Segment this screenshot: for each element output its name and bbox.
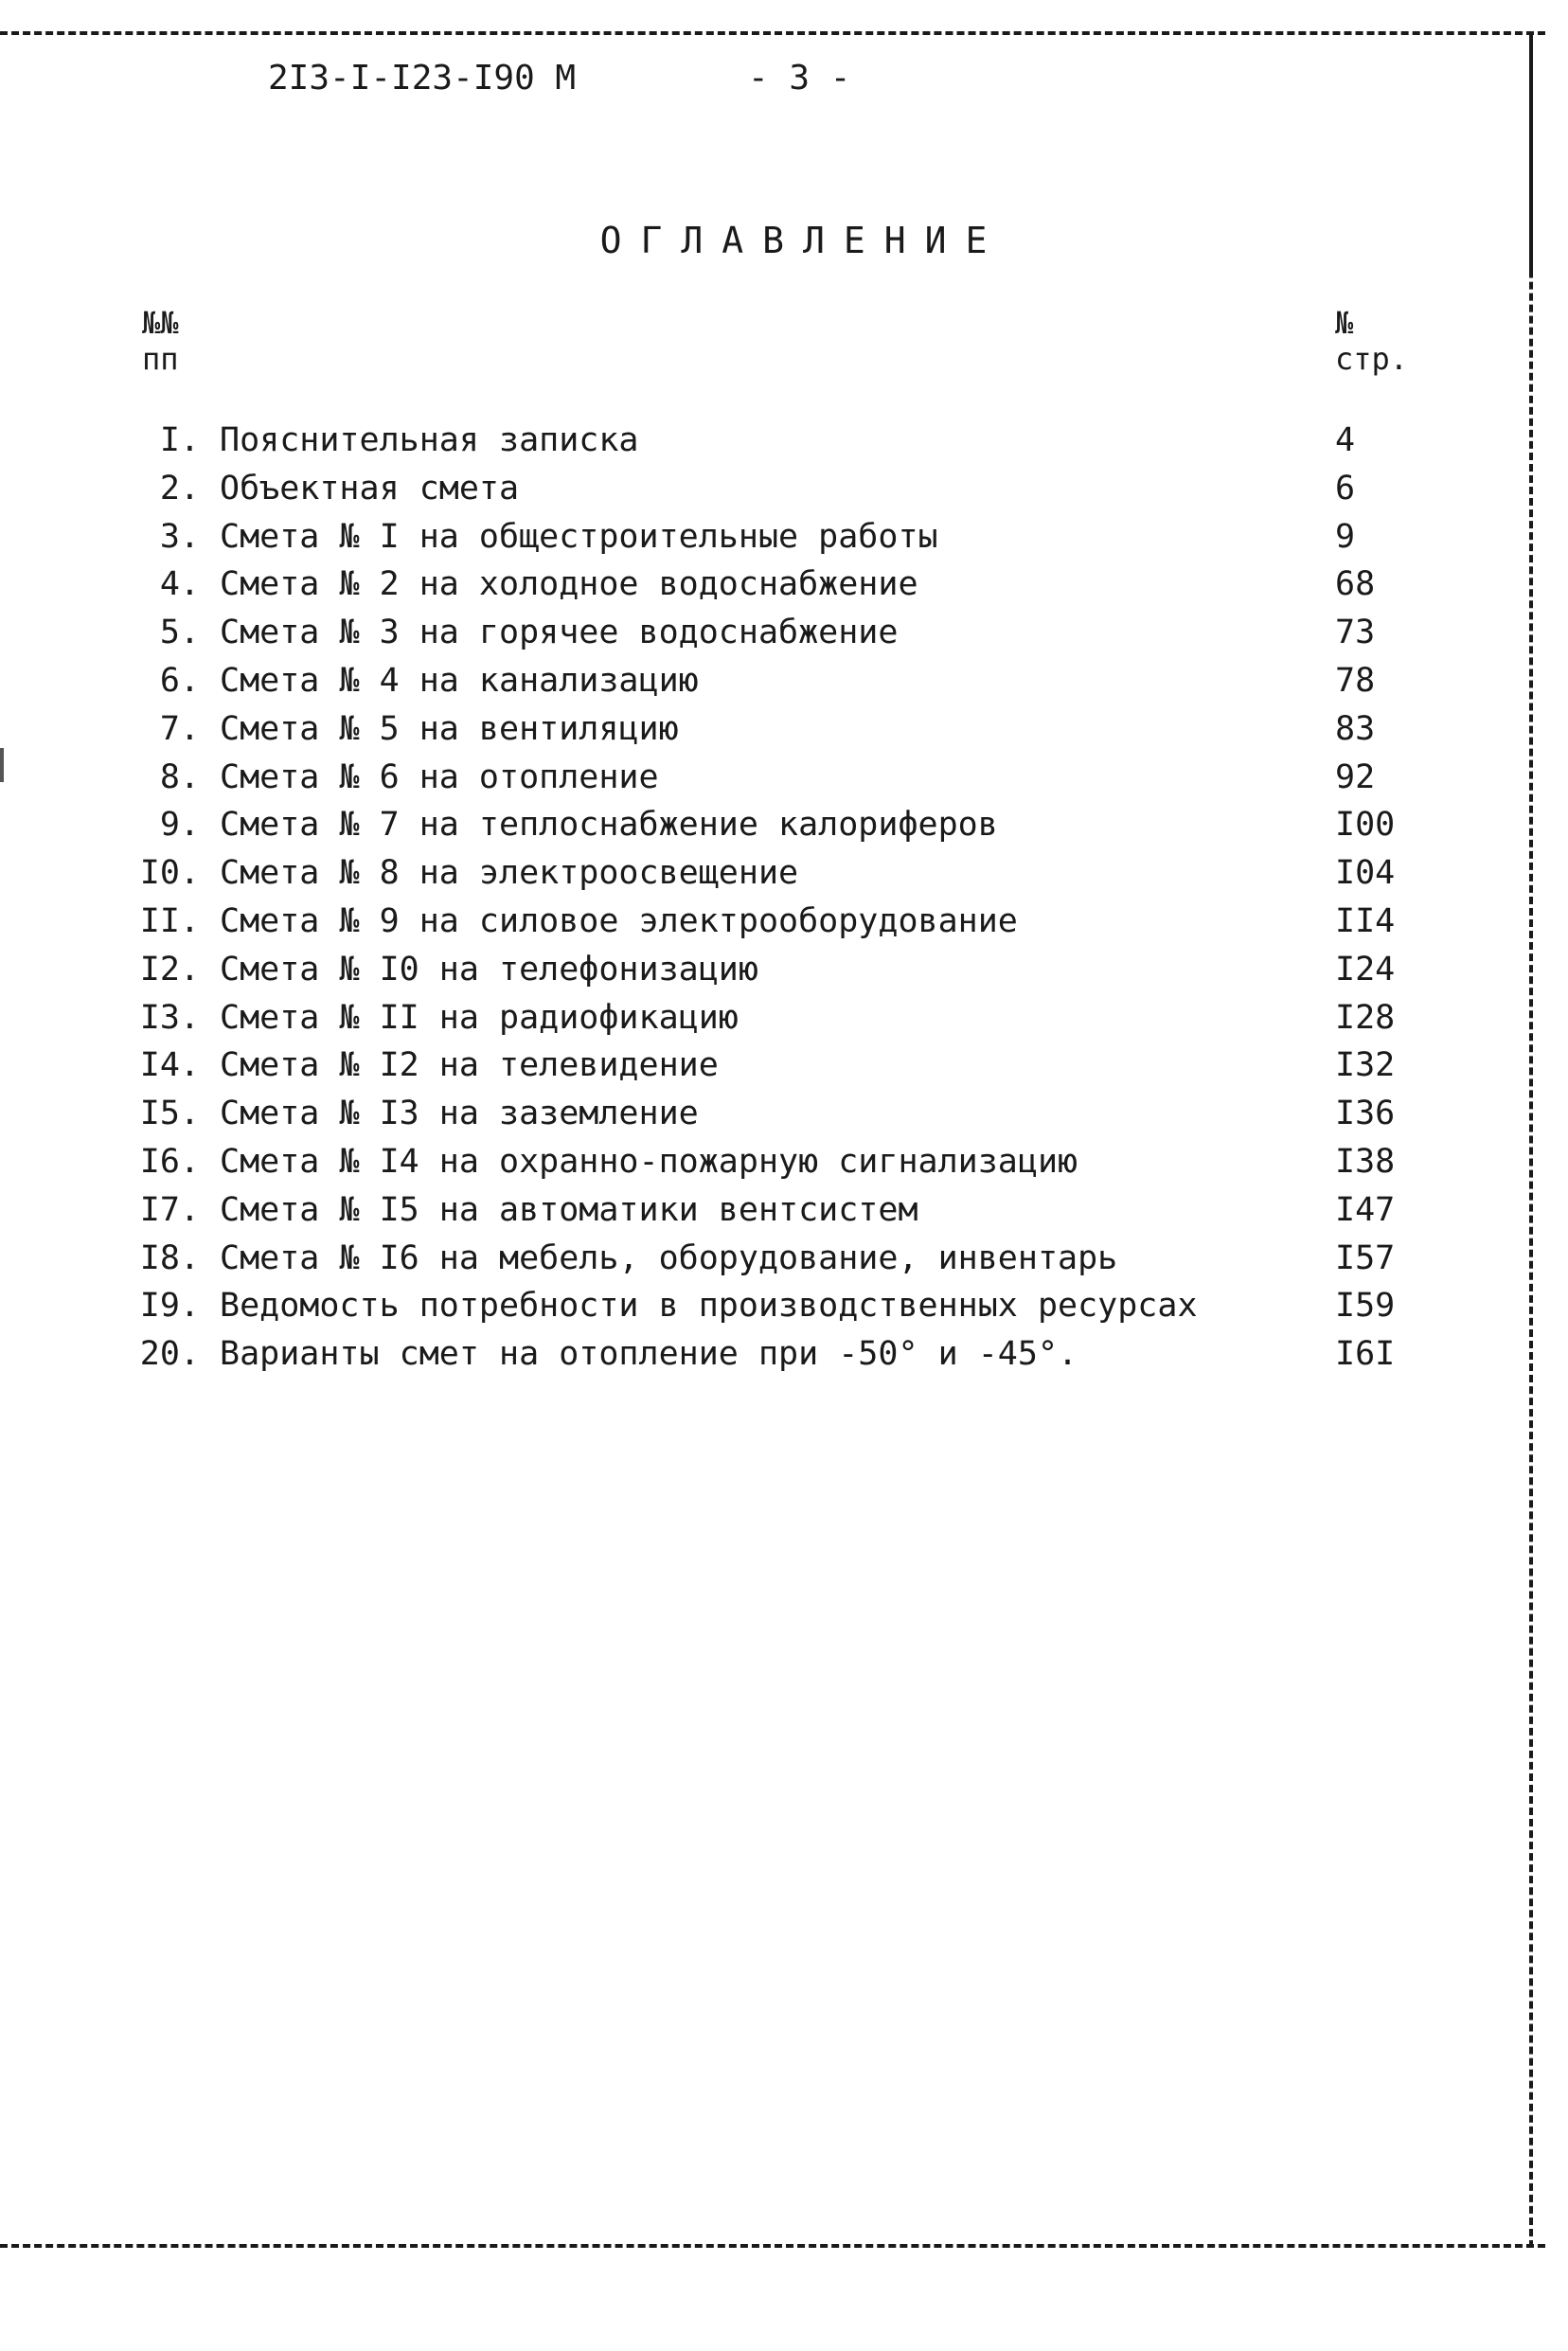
toc-entry xyxy=(0,946,1568,994)
toc-entry-title: Смета № I6 на мебель, оборудование, инвентарь xyxy=(220,1238,1118,1277)
column-header-number-line2: пп xyxy=(142,341,179,377)
toc-entry xyxy=(0,994,1568,1042)
toc-entry xyxy=(0,801,1568,849)
toc-entry-number: II. xyxy=(139,901,200,940)
column-header-page-line2: стр. xyxy=(1335,341,1409,377)
toc-entry-page: I57 xyxy=(1335,1238,1396,1277)
toc-entry-number: I9. xyxy=(139,1287,200,1326)
toc-entry-title: Смета № 6 на отопление xyxy=(220,757,659,796)
toc-entry-page: 68 xyxy=(1335,565,1376,604)
toc-entry-title: Смета № 9 на силовое электрооборудование xyxy=(220,901,1018,940)
toc-entry-number: 7. xyxy=(159,709,200,748)
toc-entry-title: Смета № 5 на вентиляцию xyxy=(220,709,679,748)
toc-entry xyxy=(0,705,1568,754)
toc-entry-number: I8. xyxy=(139,1238,200,1277)
column-header-page-line1: № xyxy=(1335,305,1354,341)
toc-entry xyxy=(0,754,1568,802)
toc-entry xyxy=(0,417,1568,465)
toc-entry-page: 6 xyxy=(1335,469,1356,508)
toc-entry xyxy=(0,1235,1568,1283)
column-header-number-line1: №№ xyxy=(142,305,179,341)
column-header-number xyxy=(142,305,179,377)
toc-entry xyxy=(0,1186,1568,1235)
toc-entry xyxy=(0,898,1568,946)
toc-entry-number: 8. xyxy=(159,757,200,796)
toc-entry xyxy=(0,849,1568,898)
toc-entry-title: Смета № I2 на телевидение xyxy=(220,1046,719,1085)
toc-entry-number: I. xyxy=(159,421,200,459)
toc-entry-page: 78 xyxy=(1335,661,1376,700)
toc-entry-number: I5. xyxy=(139,1095,200,1133)
toc-entry xyxy=(0,561,1568,609)
toc-entry-title: Смета № I на общестроительные работы xyxy=(220,517,938,556)
toc-entry-page: I6I xyxy=(1335,1335,1396,1374)
toc-entry-number: 20. xyxy=(139,1335,200,1374)
toc-entry xyxy=(0,1042,1568,1090)
toc-entry-page: 9 xyxy=(1335,517,1356,556)
toc-entry-number: 2. xyxy=(159,469,200,508)
toc-entry-number: 4. xyxy=(159,565,200,604)
toc-entry-page: 92 xyxy=(1335,757,1376,796)
column-header-page xyxy=(1335,305,1408,377)
toc-entry-page: I28 xyxy=(1335,998,1396,1037)
toc-entry-page: I36 xyxy=(1335,1095,1396,1133)
frame-bottom-border xyxy=(0,2244,1545,2248)
toc-entry xyxy=(0,465,1568,513)
toc-entry-page: I04 xyxy=(1335,854,1396,893)
toc-entry-page: II4 xyxy=(1335,901,1396,940)
toc-entry xyxy=(0,513,1568,561)
toc-entry-number: 3. xyxy=(159,517,200,556)
toc-entry-page: 73 xyxy=(1335,614,1376,652)
toc-entry-page: I32 xyxy=(1335,1046,1396,1085)
page-title: ОГЛАВЛЕНИЕ xyxy=(599,220,1007,261)
toc-entry-page: I38 xyxy=(1335,1142,1396,1181)
toc-entry-title: Смета № I0 на телефонизацию xyxy=(220,950,758,988)
page-number: - 3 - xyxy=(748,59,851,98)
toc-entry xyxy=(0,1138,1568,1186)
toc-entry-number: I2. xyxy=(139,950,200,988)
toc-entry xyxy=(0,609,1568,657)
toc-entry-number: 5. xyxy=(159,614,200,652)
toc-entry-title: Смета № II на радиофикацию xyxy=(220,998,739,1037)
toc-entry-title: Смета № 8 на электроосвещение xyxy=(220,854,799,893)
toc-entry-title: Варианты смет на отопление при -50° и -45°. xyxy=(220,1335,1078,1374)
toc-entry xyxy=(0,1282,1568,1330)
toc-entry-number: I7. xyxy=(139,1190,200,1229)
toc-entry-number: I6. xyxy=(139,1142,200,1181)
toc-entry-number: I4. xyxy=(139,1046,200,1085)
toc-entry-title: Смета № 4 на канализацию xyxy=(220,661,699,700)
toc-entry-page: I47 xyxy=(1335,1190,1396,1229)
toc-entry-page: I59 xyxy=(1335,1287,1396,1326)
toc-entry-title: Смета № 3 на горячее водоснабжение xyxy=(220,614,899,652)
toc-entry-number: 6. xyxy=(159,661,200,700)
toc-entry-page: I24 xyxy=(1335,950,1396,988)
document-code: 2I3-I-I23-I90 М xyxy=(268,59,577,98)
toc-entry xyxy=(0,1330,1568,1379)
toc-entry-title: Смета № 7 на теплоснабжение калориферов xyxy=(220,806,998,845)
toc-entry-title: Пояснительная записка xyxy=(220,421,639,459)
toc-entry-title: Смета № I4 на охранно-пожарную сигнализацию xyxy=(220,1142,1078,1181)
toc-entry-page: 83 xyxy=(1335,709,1376,748)
frame-top-border xyxy=(0,31,1545,35)
toc-entry-title: Смета № 2 на холодное водоснабжение xyxy=(220,565,918,604)
toc-entry-title: Смета № I5 на автоматики вентсистем xyxy=(220,1190,918,1229)
toc-entry-number: I0. xyxy=(139,854,200,893)
toc-entry-title: Ведомость потребности в производственных ресурсах xyxy=(220,1287,1198,1326)
table-of-contents xyxy=(0,417,1568,1379)
toc-entry xyxy=(0,657,1568,705)
toc-entry xyxy=(0,1090,1568,1138)
toc-entry-page: I00 xyxy=(1335,806,1396,845)
toc-entry-page: 4 xyxy=(1335,421,1356,459)
toc-entry-number: I3. xyxy=(139,998,200,1037)
toc-entry-title: Смета № I3 на заземление xyxy=(220,1095,699,1133)
toc-entry-number: 9. xyxy=(159,806,200,845)
toc-entry-title: Объектная смета xyxy=(220,469,520,508)
